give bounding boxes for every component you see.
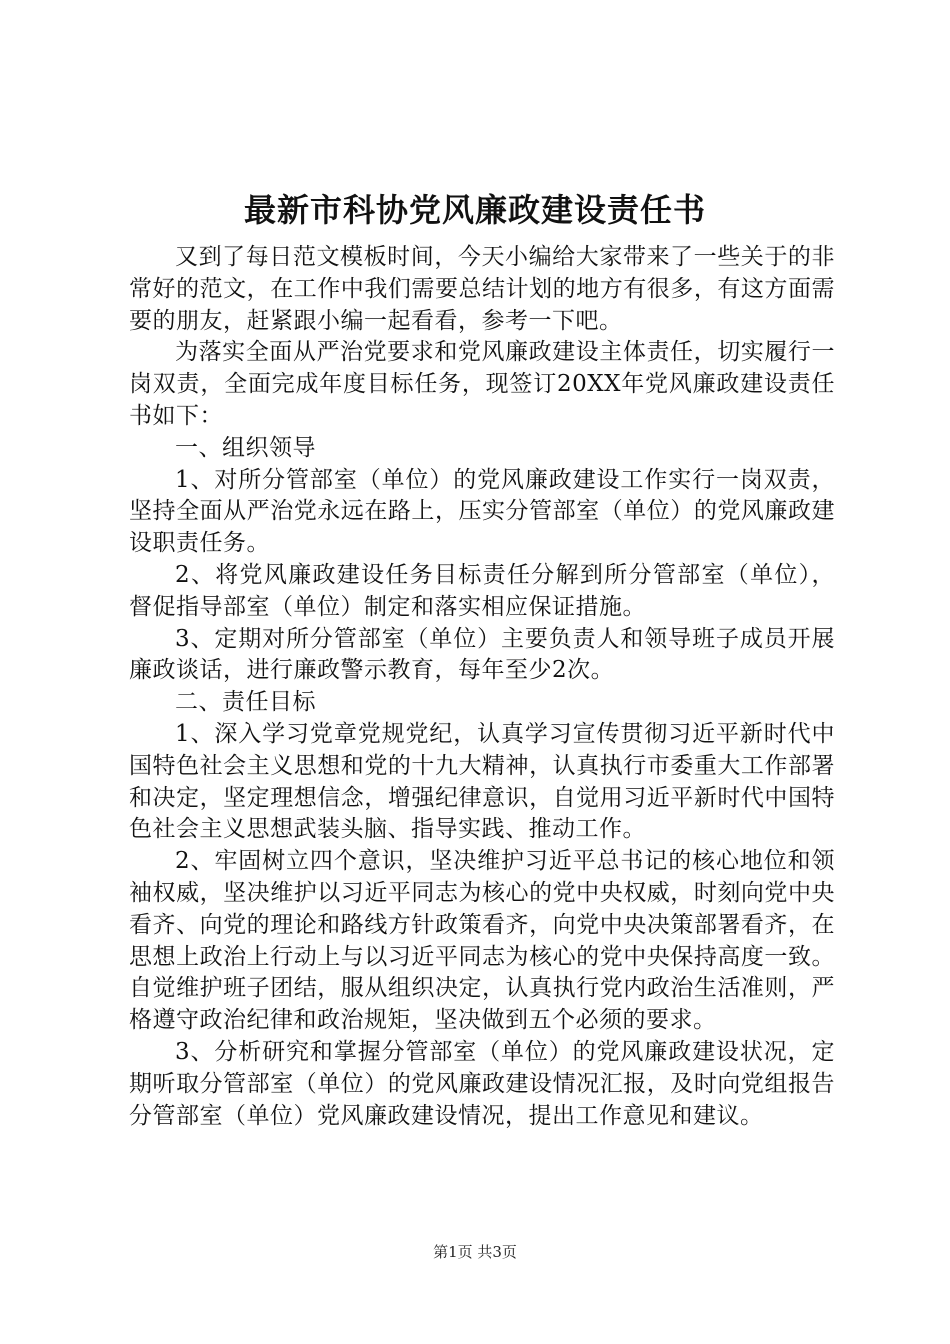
- organization-item-2: 2、将党风廉政建设任务目标责任分解到所分管部室（单位），督促指导部室（单位）制定和落实相应保证措施。: [129, 561, 835, 620]
- page-number-footer: 第1页 共3页: [433, 1243, 517, 1261]
- document-title: 最新市科协党风廉政建设责任书: [243, 191, 706, 229]
- responsibility-item-1: 1、深入学习党章党规党纪，认真学习宣传贯彻习近平新时代中国特色社会主义思想和党的十九大精神，认真执行市委重大工作部署和决定，坚定理想信念，增强纪律意识，自觉用习近平新时代中国特色社会主义思想武装头脑、指导实践、推动工作。: [129, 720, 835, 843]
- organization-item-1: 1、对所分管部室（单位）的党风廉政建设工作实行一岗双责，坚持全面从严治党永远在路上，压实分管部室（单位）的党风廉政建设职责任务。: [129, 466, 835, 557]
- responsibility-item-3: 3、分析研究和掌握分管部室（单位）的党风廉政建设状况，定期听取分管部室（单位）的党风廉政建设情况汇报，及时向党组报告分管部室（单位）党风廉政建设情况，提出工作意见和建议。: [129, 1038, 835, 1129]
- section-heading-responsibility: 二、责任目标: [175, 689, 316, 716]
- document-body: [129, 242, 835, 1132]
- intro-paragraph: 又到了每日范文模板时间，今天小编给大家带来了一些关于的非常好的范文，在工作中我们需要总结计划的地方有很多，有这方面需要的朋友，赶紧跟小编一起看看，参考一下吧。: [129, 244, 835, 334]
- responsibility-item-2: 2、牢固树立四个意识，坚决维护习近平总书记的核心地位和领袖权威，坚决维护以习近平同志为核心的党中央权威，时刻向党中央看齐、向党的理论和路线方针政策看齐，向党中央决策部署看齐，在思想上政治上行动上与以习近平同志为核心的党中央保持高度一致。自觉维护班子团结，服从组织决定，认真执行党内政治生活准则，严格遵守政治纪律和政治规矩，坚决做到五个必须的要求。: [129, 848, 835, 1034]
- preamble-paragraph: 为落实全面从严治党要求和党风廉政建设主体责任，切实履行一岗双责，全面完成年度目标任务，现签订20XX年党风廉政建设责任书如下：: [129, 339, 835, 429]
- section-heading-organization: 一、组织领导: [175, 434, 316, 461]
- organization-item-3: 3、定期对所分管部室（单位）主要负责人和领导班子成员开展廉政谈话，进行廉政警示教育，每年至少2次。: [129, 625, 835, 684]
